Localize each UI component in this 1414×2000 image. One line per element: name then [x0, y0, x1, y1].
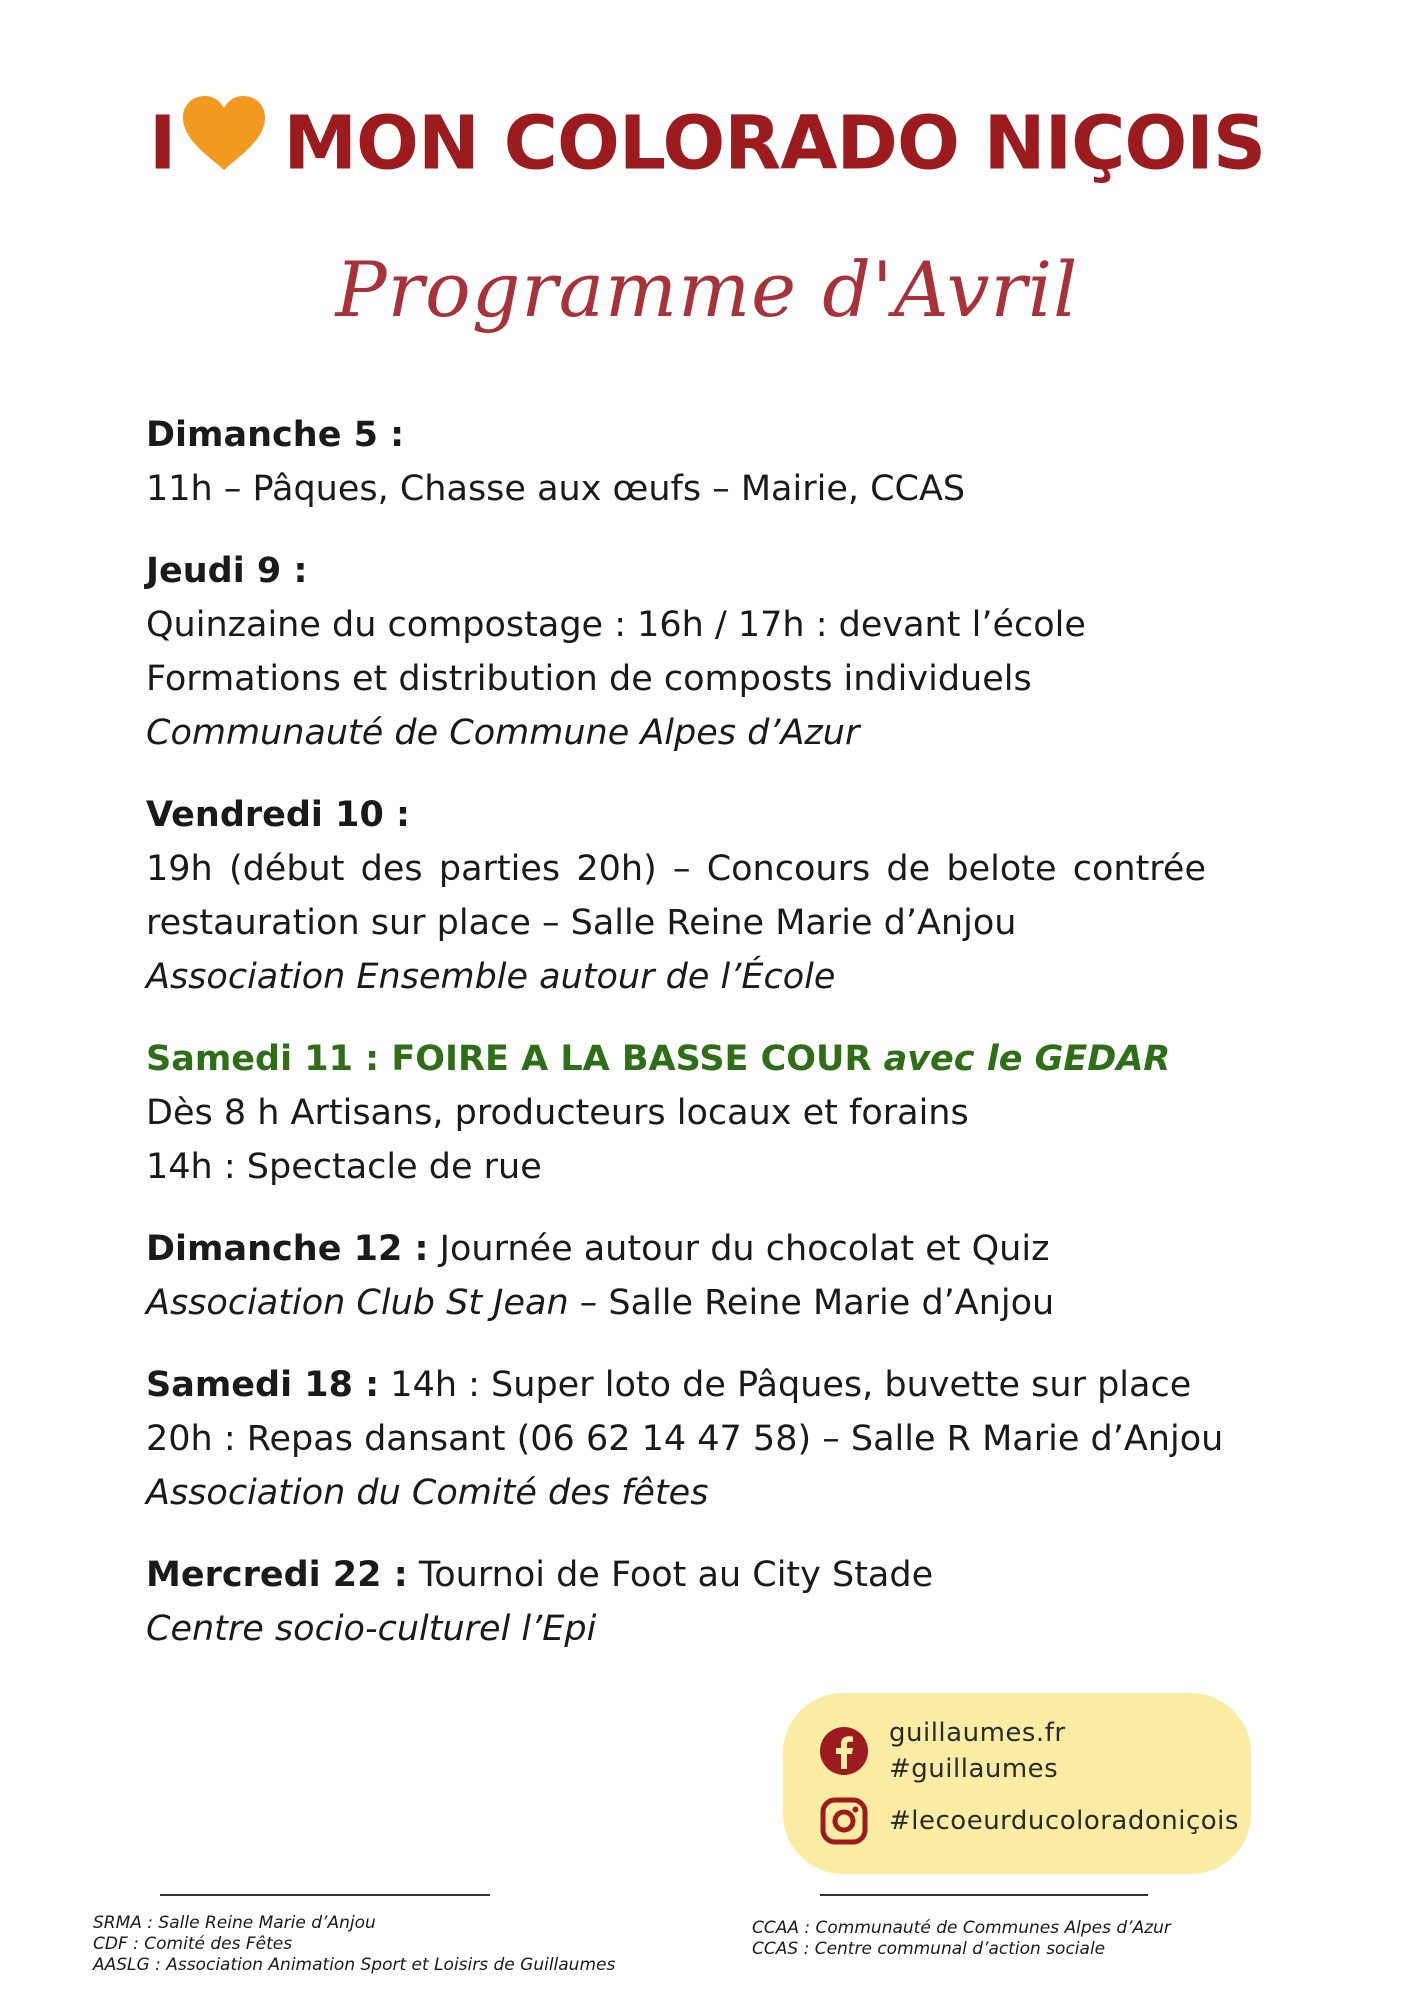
- event-dimanche-5: [146, 408, 1206, 516]
- event-organizer: Centre socio-culturel l’Epi: [146, 1609, 597, 1649]
- event-samedi-11: [146, 1032, 1206, 1194]
- event-detail: 14h : Super loto de Pâques, buvette sur place: [379, 1365, 1192, 1405]
- event-day: Vendredi 10 :: [146, 795, 411, 835]
- event-detail: Journée autour du chocolat et Quiz: [428, 1229, 1050, 1269]
- event-detail: 20h : Repas dansant (06 62 14 47 58) – Salle R Marie d’Anjou: [146, 1419, 1224, 1459]
- footnote-aaslg: AASLG : Association Animation Sport et Loisirs de Guillaumes: [93, 1955, 616, 1975]
- event-organizer: Association du Comité des fêtes: [146, 1473, 709, 1513]
- event-day-line: [146, 1222, 1206, 1276]
- event-detail: 11h – Pâques, Chasse aux œufs – Mairie, CCAS: [146, 469, 966, 509]
- page-title: [0, 100, 1414, 196]
- event-day: Dimanche 12 :: [146, 1229, 429, 1269]
- event-organizer: Communauté de Commune Alpes d’Azur: [146, 713, 860, 753]
- event-detail: restauration sur place – Salle Reine Marie d’Anjou: [146, 903, 1017, 943]
- footnote-cdf: CDF : Comité des Fêtes: [93, 1934, 293, 1954]
- event-day: Mercredi 22 :: [146, 1555, 408, 1595]
- footnotes-left: [93, 1913, 615, 1976]
- footer-divider-right: [820, 1894, 1148, 1896]
- facebook-icon[interactable]: [819, 1726, 869, 1776]
- footnotes-right: [752, 1918, 1171, 1960]
- event-jeudi-9: [146, 544, 1206, 760]
- event-day-title: Samedi 11 : FOIRE A LA BASSE COUR: [146, 1039, 872, 1079]
- title-i: I: [148, 100, 176, 187]
- event-day: Jeudi 9 :: [146, 551, 308, 591]
- social-links: [889, 1715, 1066, 1787]
- event-mercredi-22: [146, 1548, 1206, 1656]
- event-organizer: Association Club St Jean: [146, 1283, 569, 1323]
- event-day: Dimanche 5 :: [146, 415, 405, 455]
- event-day: [146, 1032, 1206, 1086]
- event-detail: Dès 8 h Artisans, producteurs locaux et forains: [146, 1093, 969, 1133]
- event-detail: 14h : Spectacle de rue: [146, 1147, 542, 1187]
- event-samedi-18: [146, 1358, 1224, 1520]
- footnote-ccas: CCAS : Centre communal d’action sociale: [752, 1939, 1106, 1959]
- event-vendredi-10: [146, 788, 1206, 1004]
- event-detail: Formations et distribution de composts individuels: [146, 659, 1032, 699]
- hashtag-coeur: #lecoeurducoloradoniçois: [889, 1806, 1239, 1836]
- event-day-line: [146, 1548, 1206, 1602]
- social-box: [783, 1693, 1251, 1874]
- hashtag-guillaumes: #guillaumes: [889, 1754, 1059, 1784]
- footer-divider-left: [160, 1894, 490, 1896]
- facebook-row: [819, 1715, 1066, 1787]
- event-organizer-line: [146, 1276, 1206, 1330]
- event-detail: Quinzaine du compostage : 16h / 17h : devant l’école: [146, 605, 1086, 645]
- title-text: MON COLORADO NIÇOIS: [283, 100, 1266, 187]
- subtitle: Programme d'Avril: [335, 245, 1079, 334]
- event-detail: Tournoi de Foot au City Stade: [407, 1555, 934, 1595]
- event-day-partner: avec le GEDAR: [883, 1039, 1171, 1079]
- event-place: – Salle Reine Marie d’Anjou: [568, 1283, 1055, 1323]
- website-link[interactable]: guillaumes.fr: [889, 1718, 1066, 1748]
- event-day: Samedi 18 :: [146, 1365, 380, 1405]
- footnote-ccaa: CCAA : Communauté de Communes Alpes d’Azur: [752, 1918, 1171, 1938]
- event-dimanche-12: [146, 1222, 1206, 1330]
- event-list: [146, 408, 1224, 1684]
- event-organizer: Association Ensemble autour de l’École: [146, 957, 836, 997]
- heart-icon: [181, 94, 267, 190]
- event-detail: 19h (début des parties 20h) – Concours de belote contrée: [146, 849, 1206, 889]
- instagram-row: [819, 1796, 1239, 1846]
- footnote-srma: SRMA : Salle Reine Marie d’Anjou: [93, 1913, 376, 1933]
- instagram-icon[interactable]: [819, 1796, 869, 1846]
- event-day-line: [146, 1358, 1206, 1412]
